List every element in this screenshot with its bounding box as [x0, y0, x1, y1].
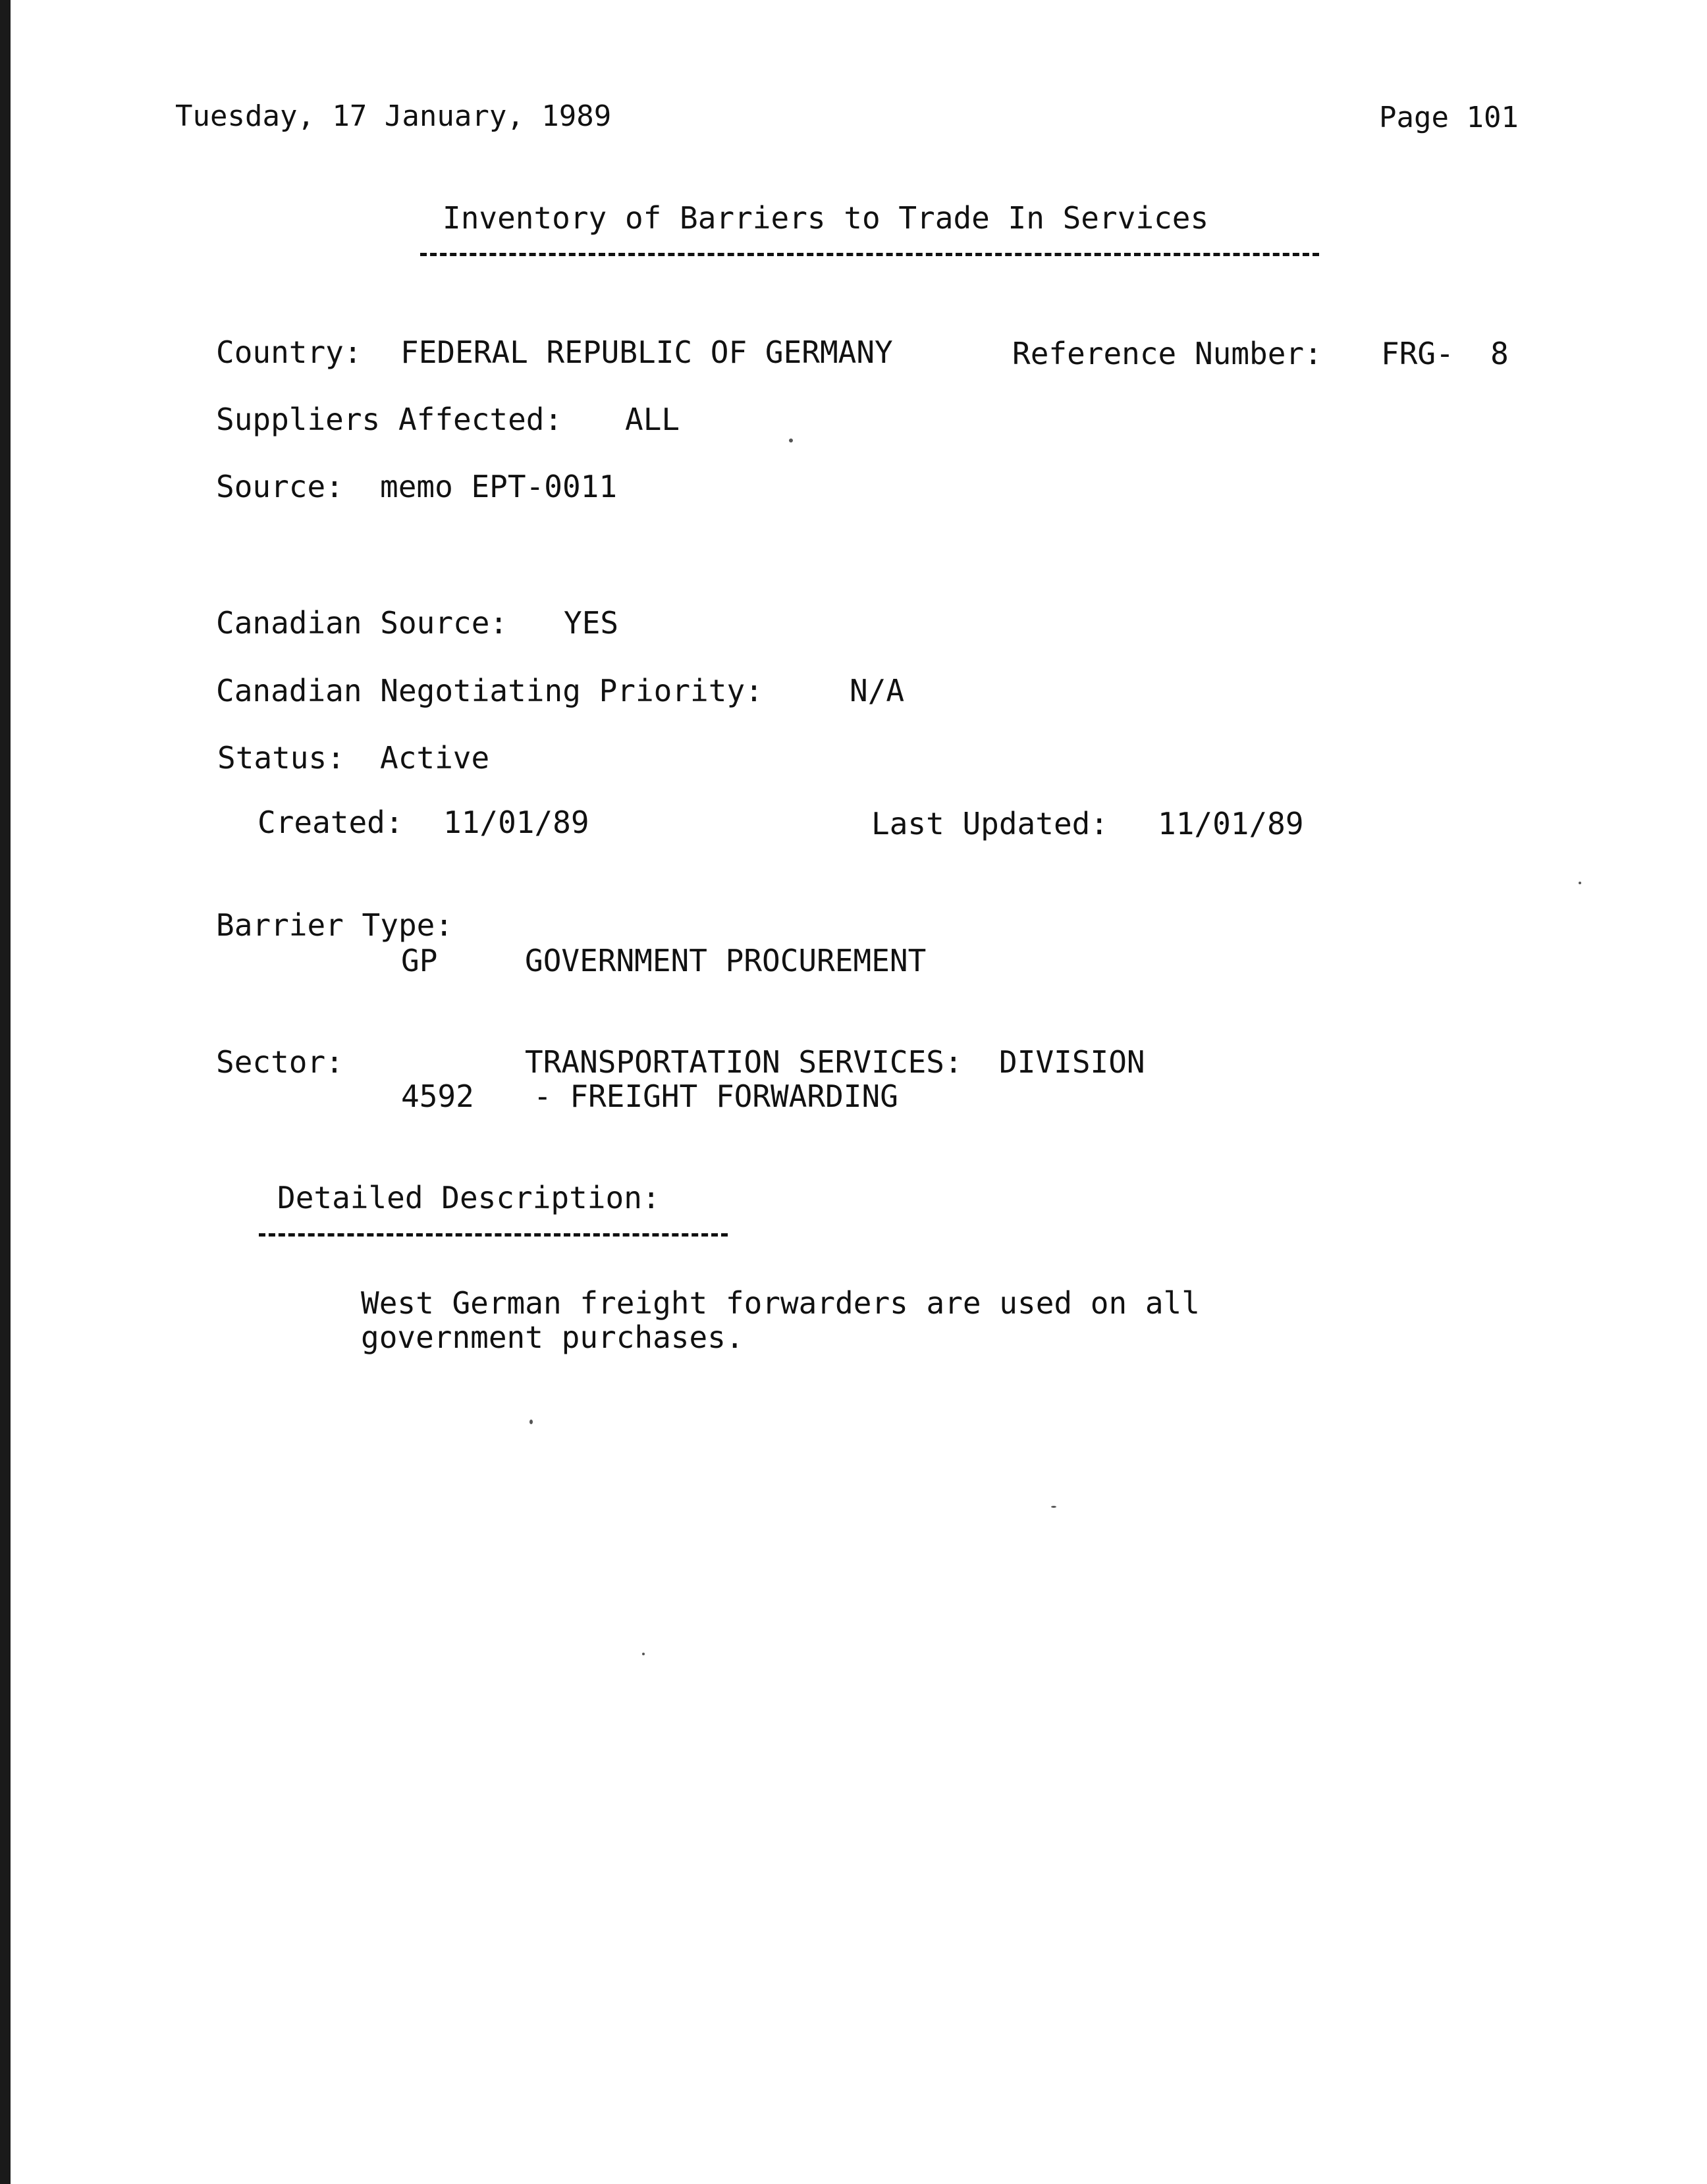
- scan-speck: [642, 1653, 645, 1655]
- country-label: Country:: [216, 334, 362, 370]
- canadian-source-value: YES: [564, 605, 619, 641]
- status-label: Status:: [217, 740, 345, 776]
- source-value: memo EPT-0011: [380, 469, 618, 504]
- country-value: FEDERAL REPUBLIC OF GERMANY: [400, 334, 893, 370]
- page-number: Page 101: [1379, 101, 1519, 134]
- created-label: Created:: [257, 805, 404, 840]
- scan-speck: [1051, 1506, 1056, 1508]
- scan-left-edge: [0, 0, 11, 2184]
- barrier-type-name: GOVERNMENT PROCUREMENT: [525, 943, 927, 978]
- canadian-source-label: Canadian Source:: [216, 605, 508, 641]
- scan-speck: [529, 1420, 533, 1424]
- sector-label: Sector:: [216, 1044, 344, 1080]
- description-line-2: government purchases.: [361, 1319, 744, 1355]
- sector-line-1: TRANSPORTATION SERVICES: DIVISION: [525, 1044, 1145, 1080]
- barrier-type-label: Barrier Type:: [216, 907, 454, 943]
- sector-code: 4592: [401, 1079, 474, 1114]
- reference-value: FRG- 8: [1381, 336, 1509, 371]
- reference-label: Reference Number:: [1012, 336, 1322, 371]
- suppliers-label: Suppliers Affected:: [216, 402, 563, 437]
- suppliers-value: ALL: [625, 402, 680, 437]
- negotiating-priority-label: Canadian Negotiating Priority:: [216, 673, 763, 708]
- created-value: 11/01/89: [443, 805, 589, 840]
- scan-speck: [1579, 882, 1581, 884]
- barrier-type-code: GP: [401, 943, 438, 978]
- sector-line-2: - FREIGHT FORWARDING: [533, 1079, 898, 1114]
- scan-speck: [789, 439, 793, 442]
- document-title: Inventory of Barriers to Trade In Services: [443, 200, 1209, 236]
- source-label: Source:: [216, 469, 344, 504]
- last-updated-value: 11/01/89: [1158, 806, 1304, 841]
- report-date: Tuesday, 17 January, 1989: [175, 99, 612, 133]
- status-value: Active: [380, 740, 490, 776]
- description-heading: Detailed Description:: [277, 1180, 661, 1215]
- title-underline: [420, 253, 1319, 256]
- negotiating-priority-value: N/A: [850, 673, 905, 708]
- description-line-1: West German freight forwarders are used on all: [361, 1285, 1200, 1321]
- last-updated-label: Last Updated:: [871, 806, 1109, 841]
- description-underline: [259, 1233, 728, 1237]
